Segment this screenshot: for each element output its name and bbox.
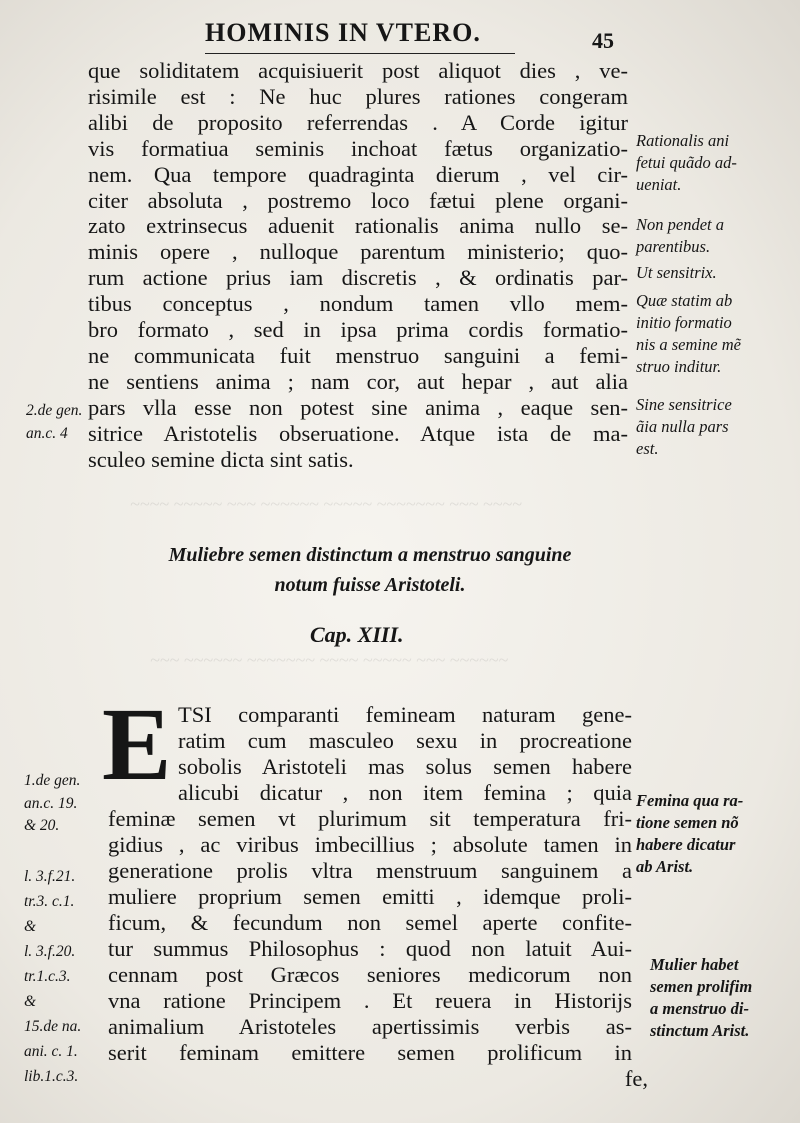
- text-line: feminæ semen vt plurimum sit temperatura fri-: [108, 806, 632, 831]
- text-line: cennam post Græcos seniores medicorum non: [108, 962, 632, 987]
- margin-line: 2.de gen.: [26, 402, 83, 419]
- margin-line: lib.1.c.3.: [24, 1068, 79, 1085]
- margin-line: ab Arist.: [636, 857, 694, 876]
- header-rule: [205, 53, 515, 54]
- text-line: sobolis Aristoteli mas solus semen habere: [178, 754, 632, 779]
- text-line: alibi de proposito referrendas . A Corde igitur: [88, 109, 628, 135]
- section-title: [110, 540, 630, 600]
- page-number: 45: [592, 28, 614, 53]
- text-line: tibus conceptus , nondum tamen vllo mem-: [88, 291, 628, 317]
- margin-line: ani. c. 1.: [24, 1043, 78, 1060]
- text-line: animalium Aristoteles apertissimis verbis as-: [108, 1014, 632, 1039]
- margin-note-right: [650, 954, 800, 1042]
- text-line: TSI comparanti femineam naturam gene-: [178, 702, 632, 727]
- margin-line: Sine sensitrice: [636, 395, 732, 414]
- margin-line: Femina qua ra-: [636, 791, 744, 810]
- text-line: bro formato , sed in ipsa prima cordis formatio-: [88, 317, 628, 343]
- section-title-line: notum fuisse Aristoteli.: [274, 574, 466, 596]
- body-text-bottom: [108, 702, 648, 1092]
- bleed-through-text: ~~~ ~~~~~~ ~~~~~~~ ~~~~ ~~~~~ ~~~ ~~~~~~: [150, 650, 509, 670]
- text-line: ne communicata fuit menstruo sanguini a femi-: [88, 342, 628, 368]
- text-line: nem. Qua tempore quadraginta dierum , vel cir-: [88, 161, 628, 187]
- text-line: vna ratione Principem . Et reuera in Historijs: [108, 988, 632, 1013]
- text-line: generatione prolis vltra menstruum sanguinem a: [108, 858, 632, 883]
- margin-line: stinctum Arist.: [650, 1021, 750, 1040]
- margin-line: habere dicatur: [636, 835, 736, 854]
- margin-note-right: [636, 290, 796, 378]
- margin-note-right: [636, 262, 796, 284]
- margin-line: &: [24, 918, 37, 935]
- margin-line: tione semen nõ: [636, 813, 739, 832]
- margin-line: &: [24, 993, 37, 1010]
- margin-note-right: [636, 394, 796, 460]
- running-header: [0, 14, 800, 54]
- margin-line: tr.1.c.3.: [24, 968, 71, 985]
- text-line: pars vlla esse non potest sine anima , eaque sen-: [88, 394, 628, 420]
- text-line: que soliditatem acquisiuerit post aliquot dies , ve-: [88, 58, 628, 83]
- margin-note-right: [636, 214, 796, 258]
- margin-note-right: [636, 790, 796, 878]
- text-line: gidius , ac viribus imbecillius ; absolute tamen in: [108, 832, 632, 857]
- margin-line: Quæ statim ab: [636, 291, 733, 310]
- margin-line: an.c. 4: [26, 424, 68, 442]
- text-line: citer absoluta , postremo loco fætui plene organi-: [88, 187, 628, 213]
- margin-note-left: [24, 770, 94, 838]
- chapter-heading: Cap. XIII.: [310, 622, 404, 647]
- margin-line: Non pendet a: [636, 215, 724, 234]
- text-line: tur summus Philosophus : quod non latuit Aui-: [108, 936, 632, 961]
- margin-line: & 20.: [24, 817, 60, 834]
- text-line: ratim cum masculeo sexu in procreatione: [178, 728, 632, 753]
- margin-line: ueniat.: [636, 175, 682, 194]
- margin-line: est.: [636, 439, 659, 458]
- body-text-top: [88, 58, 628, 473]
- text-line: risimile est : Ne huc plures rationes congeram: [88, 83, 628, 109]
- margin-line: 15.de na.: [24, 1018, 82, 1035]
- text-line: muliere proprium semen emitti , idemque proli-: [108, 884, 632, 909]
- margin-line: nis a semine mẽ: [636, 335, 741, 354]
- margin-line: fetui quãdo ad-: [636, 153, 737, 172]
- margin-line: semen prolifim: [650, 977, 753, 996]
- margin-line: Mulier habet: [650, 955, 739, 974]
- margin-note-right: [636, 130, 796, 196]
- text-line: minis opere , nulloque parentum ministerio; quo-: [88, 239, 628, 265]
- text-line: alicubi dicatur , non item femina ; quia: [178, 780, 632, 805]
- text-line: rum actione prius iam discretis , & ordinatis par-: [88, 265, 628, 291]
- text-line: zato extrinsecus aduenit rationalis anima nullo se-: [88, 213, 628, 239]
- text-line: ne sentiens anima ; nam cor, aut hepar , aut alia: [88, 368, 628, 394]
- margin-line: l. 3.f.21.: [24, 868, 76, 885]
- text-line: serit feminam emittere semen prolificum in: [108, 1040, 632, 1065]
- catchword: fe,: [624, 1066, 648, 1091]
- margin-line: tr.3. c.1.: [24, 893, 75, 910]
- drop-capital: E: [102, 687, 172, 802]
- text-line: sitrice Aristotelis obseruatione. Atque ista de ma-: [88, 420, 628, 446]
- margin-note-left: [26, 400, 96, 445]
- margin-note-left: [24, 864, 94, 1089]
- margin-line: Rationalis ani: [636, 131, 730, 150]
- text-line: vis formatiua seminis inchoat fætus organizatio-: [88, 135, 628, 161]
- section-title-line: Muliebre semen distinctum a menstruo sanguine: [168, 544, 572, 566]
- margin-line: initio formatio: [636, 313, 732, 332]
- bleed-through-text: ~~~~ ~~~~~ ~~~ ~~~~~~ ~~~~~ ~~~~~~~ ~~~ ~~~~: [130, 494, 522, 514]
- margin-line: l. 3.f.20.: [24, 943, 76, 960]
- margin-line: parentibus.: [636, 237, 711, 256]
- text-line: sculeo semine dicta sint satis.: [88, 446, 354, 472]
- margin-line: Ut sensitrix.: [636, 263, 717, 282]
- running-title: HOMINIS IN VTERO.: [205, 18, 481, 47]
- text-line: ficum, & fecundum non semel aperte confite-: [108, 910, 632, 935]
- margin-line: 1.de gen.: [24, 772, 81, 789]
- margin-line: an.c. 19.: [24, 794, 78, 812]
- margin-line: a menstruo di-: [650, 999, 750, 1018]
- margin-line: struo inditur.: [636, 357, 722, 376]
- margin-line: ãia nulla pars: [636, 417, 729, 436]
